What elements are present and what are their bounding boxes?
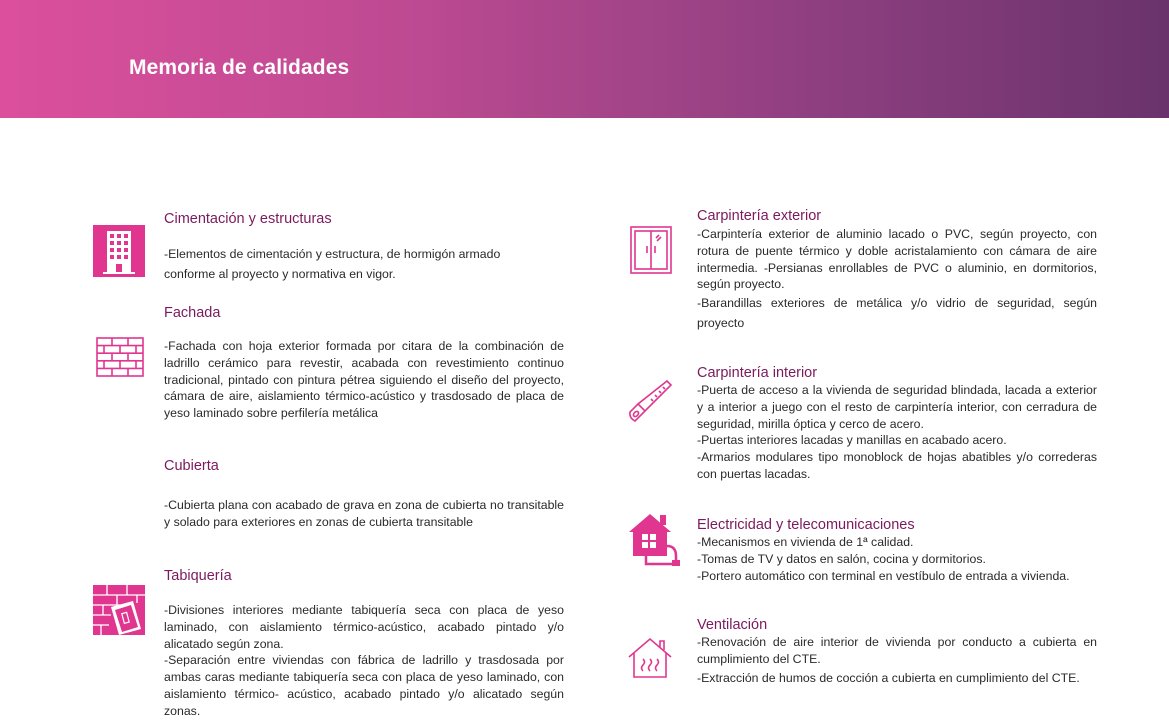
body-line: -Portero automático con terminal en vestíbulo de entrada a vivienda. [697, 568, 1070, 583]
section-title: Fachada [164, 305, 221, 321]
section-carpinteria-interior [697, 364, 1097, 483]
section-ventilacion [697, 616, 1097, 686]
section-electricidad [697, 516, 1097, 584]
body-line: -Renovación de aire interior de vivienda por conducto a cubierta en cumplimiento del CTE. [697, 635, 1097, 666]
body-line: -Divisiones interiores mediante tabiquería seca con placa de yeso laminado, con aislamiento térmico-acústico, acabado pintado y/o alicatado según zona. [164, 603, 564, 651]
body-line: conforme al proyecto y normativa en vigor. [164, 267, 396, 281]
body-line: -Armarios modulares tipo monoblock de hojas abatibles y/o correderas con puertas lacadas. [697, 450, 1097, 481]
section-body [164, 497, 564, 531]
section-body [164, 244, 564, 284]
wall-panel-icon [93, 585, 145, 635]
body-line: -Puertas interiores lacadas y manillas en acabado acero. [697, 433, 1007, 448]
section-body [697, 634, 1097, 686]
section-body [697, 226, 1097, 333]
section-title: Cubierta [164, 458, 219, 474]
section-body [697, 534, 1097, 584]
section-body [164, 602, 564, 720]
brick-wall-icon [96, 337, 144, 377]
body-line: -Separación entre viviendas con fábrica de ladrillo y trasdosada por ambas caras mediante tabiquería seca con placa de yeso laminado, con aislamiento térmico- acústico, acabado pintado y/o alicatado según zonas. [164, 653, 564, 718]
section-title: Electricidad y telecomunicaciones [697, 517, 915, 533]
section-body [164, 338, 564, 422]
body-line: -Fachada con hoja exterior formada por citara de la combinación de ladrillo cerámico para revestir, acabada con revestimiento continuo tradicional, pintado con pintura pétrea siguiendo el diseño del proyecto, cámara de aire, aislamiento térmico-acústico y trasdosado de placa de yeso laminado sobre perfilería metálica [164, 339, 564, 421]
section-title: Tabiquería [164, 568, 232, 584]
section-fachada [164, 304, 564, 422]
section-title: Carpintería interior [697, 365, 818, 381]
section-carpinteria-exterior [697, 207, 1097, 333]
section-tabiqueria [164, 567, 564, 720]
body-line: -Elementos de cimentación y estructura, de hormigón armado [164, 247, 501, 261]
page-title: Memoria de calidades [129, 56, 350, 79]
section-title: Ventilación [697, 617, 768, 633]
body-line: -Mecanismos en vivienda de 1ª calidad. [697, 535, 914, 549]
section-cimentacion [164, 210, 564, 284]
house-plug-icon [626, 510, 682, 568]
saw-icon [627, 378, 673, 424]
header-banner [0, 0, 1169, 118]
section-title: Carpintería exterior [697, 208, 822, 224]
house-vent-icon [627, 637, 673, 679]
body-line: -Barandillas exteriores de metálica y/o vidrio de seguridad, según proyecto [697, 296, 1097, 331]
body-line: -Tomas de TV y datos en salón, cocina y dormitorios. [697, 551, 986, 566]
body-line: -Extracción de humos de cocción a cubierta en cumplimiento del CTE. [697, 670, 1080, 685]
section-title: Cimentación y estructuras [164, 211, 332, 227]
section-cubierta [164, 457, 564, 531]
section-body [697, 382, 1097, 483]
body-line: -Puerta de acceso a la vivienda de seguridad blindada, lacada a exterior y a interior a juego con el resto de carpintería interior, con cerradura de seguridad, mirilla óptica y cerco de acero. [697, 383, 1097, 431]
body-line: -Cubierta plana con acabado de grava en zona de cubierta no transitable y solado para exteriores en zonas de cubierta transitable [164, 498, 564, 529]
window-icon [630, 226, 672, 274]
building-icon [93, 225, 145, 277]
body-line: -Carpintería exterior de aluminio lacado o PVC, según proyecto, con rotura de puente térmico y doble acristalamiento con cámara de aire intermedia. -Persianas enrollables de PVC o aluminio, en dormitorios, según proyecto. [697, 227, 1097, 292]
